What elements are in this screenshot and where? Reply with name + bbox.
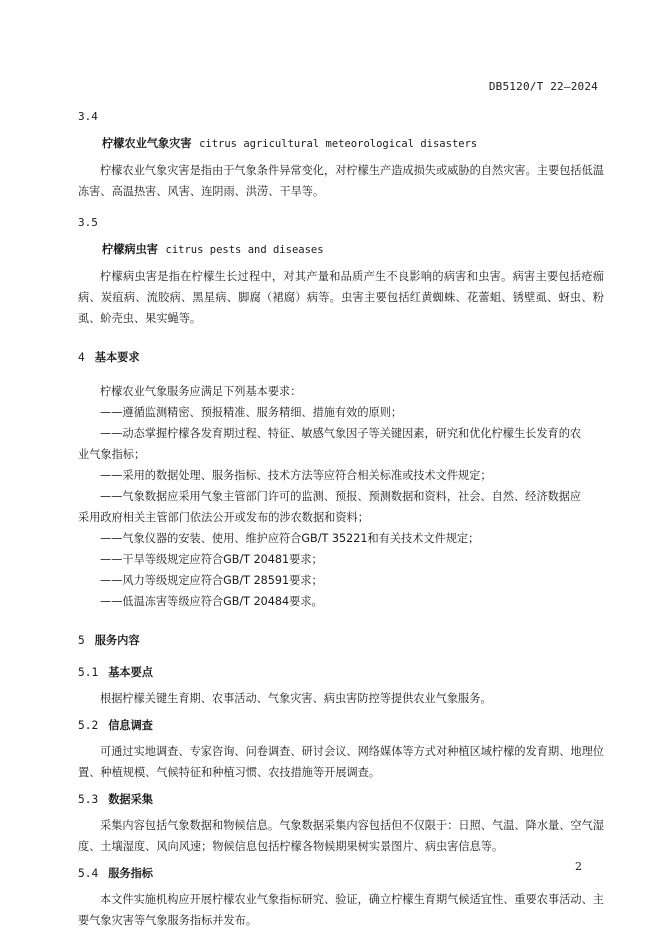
term-en-3-5: citrus pests and diseases [165,244,324,256]
definition-3-5: 柠檬病虫害是指在柠檬生长过程中，对其产量和品质产生不良影响的病害和虫害。病害主要包括疮痂病、炭疽病、流胶病、黑星病、脚腐（裙腐）病等。虫害主要包括红黄蜘蛛、花蕾蛆、锈壁虱、蚜虫、粉虱、蚧壳虫、果实蝇等。 [78,270,604,325]
subsection-text-5-1: 根据柠檬关键生育期、农事活动、气象灾害、病虫害防控等提供农业气象服务。 [100,692,492,705]
requirement-item: ——风力等级规定应符合GB/T 28591要求； [100,574,323,587]
page-number: 2 [575,860,582,873]
subsection-title: 服务指标 [108,867,153,880]
definition-3-4: 柠檬农业气象灾害是指由于气象条件异常变化，对柠檬生产造成损失或威胁的自然灾害。主要包括低温冻害、高温热害、风害、连阴雨、洪涝、干旱等。 [78,164,604,198]
requirement-item: ——采用的数据处理、服务指标、技术方法等应符合相关标准或技术文件规定； [100,469,492,482]
subsection-title: 数据采集 [108,793,153,806]
subsection-number: 5.1 [78,666,99,679]
term-en-3-4: citrus agricultural meteorological disasters [199,138,478,150]
requirement-item: ——气象仪器的安装、使用、维护应符合GB/T 35221和有关技术文件规定； [100,532,480,545]
term-3-5 [102,241,604,259]
subsection-heading-5-2 [78,717,604,735]
section-number-5: 5 [78,634,85,647]
subsection-heading-5-1 [78,664,604,682]
subsection-number: 5.4 [78,867,99,880]
term-zh-3-5: 柠檬病虫害 [102,243,158,256]
term-zh-3-4: 柠檬农业气象灾害 [102,137,192,150]
section-number-4: 4 [78,351,85,364]
subsection-heading-5-4 [78,865,604,883]
requirements-intro: 柠檬农业气象服务应满足下列基本要求： [100,385,302,398]
requirement-item-continuation: 采用政府相关主管部门依法公开或发布的涉农数据和资料； [78,511,369,524]
term-3-4 [102,135,604,153]
requirement-item-continuation: 业气象指标； [78,448,146,461]
subsection-number: 5.2 [78,719,99,732]
subsection-title: 信息调查 [108,719,153,732]
subsection-heading-5-3 [78,791,604,809]
document-code: DB5120/T 22—2024 [488,80,598,93]
subsection-text-5-2: 可通过实地调查、专家咨询、问卷调查、研讨会议、网络媒体等方式对种植区域柠檬的发育期、地理位置、种植规模、气候特征和种植习惯、农技措施等开展调查。 [78,745,604,779]
document-body [78,108,604,931]
section-title-4: 基本要求 [94,351,140,364]
clause-number-3-5: 3.5 [78,216,98,229]
requirement-item: ——低温冻害等级应符合GB/T 20484要求。 [100,595,323,608]
subsection-number: 5.3 [78,793,99,806]
subsection-title: 基本要点 [108,666,153,679]
requirements-list [78,402,604,612]
requirement-item: ——动态掌握柠檬各发育期过程、特征、敏感气象因子等关键因素，研究和优化柠檬生长发育的农 [100,427,582,440]
clause-number-3-4: 3.4 [78,110,98,123]
section-heading-4 [78,349,604,367]
subsection-text-5-3: 采集内容包括气象数据和物候信息。气象数据采集内容包括但不仅限于：日照、气温、降水量、空气湿度、土壤湿度、风向风速；物候信息包括柠檬各物候期果树实景图片、病虫害信息等。 [78,819,604,853]
requirement-item: ——遵循监测精密、预报精准、服务精细、措施有效的原则； [100,406,403,419]
subsection-text-5-4: 本文件实施机构应开展柠檬农业气象指标研究、验证，确立柠檬生育期气候适宜性、重要农事活动、主要气象灾害等气象服务指标并发布。 [78,893,604,927]
section-heading-5 [78,632,604,650]
section-title-5: 服务内容 [94,634,140,647]
requirement-item: ——干旱等级规定应符合GB/T 20481要求； [100,553,323,566]
requirement-item: ——气象数据应采用气象主管部门许可的监测、预报、预测数据和资料，社会、自然、经济数据应 [100,490,582,503]
